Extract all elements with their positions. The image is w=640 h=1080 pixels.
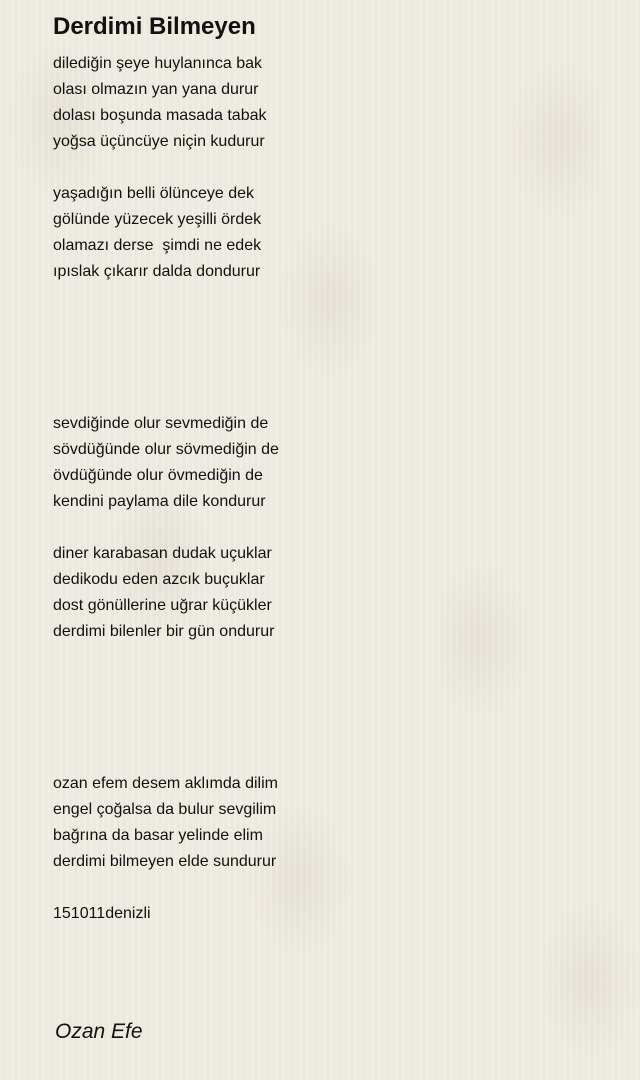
poem-line: diner karabasan dudak uçuklar <box>53 545 272 562</box>
poem-line: dedikodu eden azcık buçuklar <box>53 571 265 588</box>
poem-line: ıpıslak çıkarır dalda dondurur <box>53 263 261 280</box>
poem-line: dolası boşunda masada tabak <box>53 107 267 124</box>
poem-line: engel çoğalsa da bulur sevgilim <box>53 801 277 818</box>
poem-line: övdüğünde olur övmediğin de <box>53 467 263 484</box>
poem-author: Ozan Efe <box>55 1020 143 1043</box>
poem-line: olamazı derse şimdi ne edek <box>53 237 262 254</box>
stanza-1 <box>53 51 266 155</box>
poem-line: sevdiğinde olur sevmediğin de <box>53 415 269 432</box>
stanza-3 <box>53 411 279 515</box>
poem-line: sövdüğünde olur sövmediğin de <box>53 441 279 458</box>
poem-line: kendini paylama dile kondurur <box>53 493 266 510</box>
stanza-2 <box>53 181 261 285</box>
poem-line: yaşadığın belli ölünceye dek <box>53 185 255 202</box>
poem-line: ozan efem desem aklımda dilim <box>53 775 278 792</box>
stanza-5 <box>53 771 278 875</box>
poem-line: bağrına da basar yelinde elim <box>53 827 263 844</box>
poem-line: gölünde yüzecek yeşilli ördek <box>53 211 262 228</box>
poem-line: yoğsa üçüncüye niçin kudurur <box>53 133 265 150</box>
poem-line: olası olmazın yan yana durur <box>53 81 259 98</box>
poem-line: derdimi bilenler bir gün ondurur <box>53 623 275 640</box>
poem-line: derdimi bilmeyen elde sundurur <box>53 853 277 870</box>
poem-title: Derdimi Bilmeyen <box>53 13 256 40</box>
poem-line: dilediğin şeye huylanınca bak <box>53 55 263 72</box>
poem-note: 151011denizli <box>53 905 151 922</box>
stanza-4 <box>53 541 274 645</box>
poem-line: dost gönüllerine uğrar küçükler <box>53 597 272 614</box>
